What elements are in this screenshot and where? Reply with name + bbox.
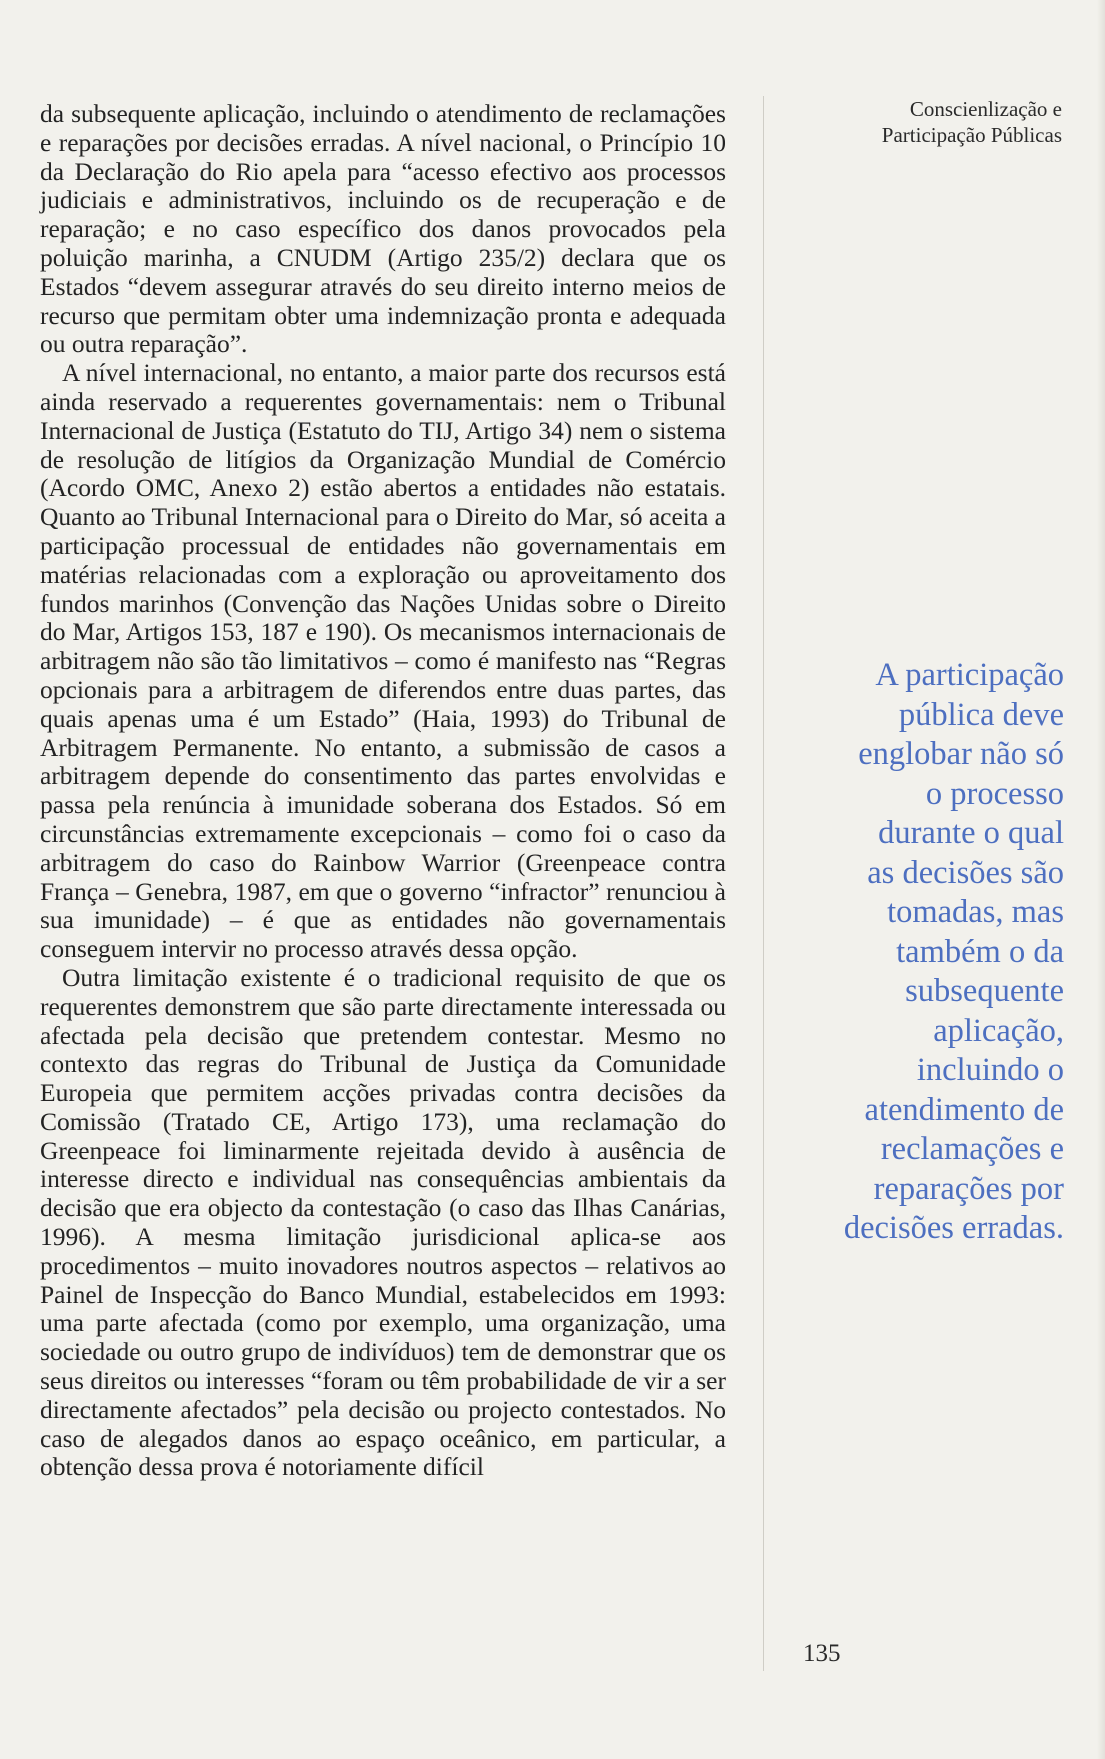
running-head bbox=[800, 96, 1062, 148]
column-divider bbox=[763, 96, 764, 1671]
pull-quote-line: decisões erradas. bbox=[843, 1210, 1064, 1246]
pull-quote-line: aplicação, bbox=[933, 1012, 1064, 1049]
pull-quote-line: reclamações e bbox=[880, 1131, 1064, 1167]
pull-quote-line: pública deve bbox=[898, 696, 1064, 733]
pull-quote bbox=[792, 656, 1064, 1249]
body-paragraph-2: A nível internacional, no entanto, a maior parte dos recursos está ainda reservado a requerentes governamentais: nem o Tribunal Internacional de Justiça (Estatuto do TIJ, Artigo 34) nem o sistema de resolução de litígios da Organização Mundial de Comércio (Acordo OMC, Anexo 2) estão abertos a entidades não estatais. Quanto ao Tribunal Internacional para o Direito do Mar, só aceita a participação processual de entidades não governamentais em matérias relacionadas com a exploração ou aproveitamento dos fundos marinhos (Convenção das Nações Unidas sobre o Direito do Mar, Artigos 153, 187 e 190). Os mecanismos internacionais de arbitragem não são tão limitativos – como é manifesto nas “Regras opcionais para a arbitragem de diferendos entre duas partes, das quais apenas uma é um Estado” (Haia, 1993) do Tribunal de Arbitragem Permanente. No entanto, a submissão de casos a arbitragem depende do consentimento das partes envolvidas e passa pela renúncia à imunidade soberana dos Estados. Só em circunstâncias extremamente excepcionais – como foi o caso da arbitragem do caso do Rainbow Warrior (Greenpeace contra França – Genebra, 1987, em que o governo “infractor” renunciou à sua imunidade) – é que as entidades não governamentais conseguem intervir no processo através dessa opção. bbox=[40, 358, 726, 964]
running-head-line-2: Participação Públicas bbox=[881, 123, 1062, 147]
body-paragraph-1: da subsequente aplicação, incluindo o atendimento de reclamações e reparações por decisões erradas. A nível nacional, o Princípio 10 da Declaração do Rio apela para “acesso efectivo aos processos judiciais e administrativos, incluindo os de recuperação e de reparação; e no caso específico dos danos provocados pela poluição marinha, a CNUDM (Artigo 235/2) declara que os Estados “devem assegurar através do seu direito interno meios de recurso que permitam obter uma indemnização pronta e adequada ou outra reparação”. bbox=[40, 99, 726, 359]
pull-quote-line: também o da bbox=[896, 933, 1064, 970]
pull-quote-line: reparações por bbox=[873, 1170, 1064, 1207]
pull-quote-line: englobar não só bbox=[858, 736, 1064, 772]
main-text-column bbox=[40, 100, 726, 1482]
pull-quote-line: subsequente bbox=[905, 973, 1064, 1009]
pull-quote-line: tomadas, mas bbox=[887, 894, 1064, 930]
pull-quote-line: as decisões são bbox=[867, 854, 1064, 891]
pull-quote-line: atendimento de bbox=[864, 1091, 1064, 1128]
running-head-line-1: Conscienlização e bbox=[909, 97, 1062, 121]
pull-quote-line: A participação bbox=[875, 657, 1064, 693]
pull-quote-line: durante o qual bbox=[878, 815, 1064, 851]
pull-quote-line: o processo bbox=[925, 775, 1064, 812]
page-number: 135 bbox=[803, 1640, 841, 1667]
body-paragraph-3: Outra limitação existente é o tradicional requisito de que os requerentes demonstrem que são parte directamente interessada ou afectada pela decisão que pretendem contestar. Mesmo no contexto das regras do Tribunal de Justiça da Comunidade Europeia que permitem acções privadas contra decisões da Comissão (Tratado CE, Artigo 173), uma reclamação do Greenpeace foi liminarmente rejeitada devido à ausência de interesse directo e individual nas consequências ambientais da decisão que era objecto da contestação (o caso das Ilhas Canárias, 1996). A mesma limitação jurisdicional aplica-se aos procedimentos – muito inovadores noutros aspectos – relativos ao Painel de Inspecção do Banco Mundial, estabelecidos em 1993: uma parte afectada (como por exemplo, uma organização, uma sociedade ou outro grupo de indivíduos) tem de demonstrar que os seus direitos ou interesses “foram ou têm probabilidade de vir a ser directamente afectados” pela decisão ou projecto contestados. No caso de alegados danos ao espaço oceânico, em particular, a obtenção dessa prova é notoriamente difícil bbox=[40, 962, 726, 1482]
page-edge-shadow bbox=[1097, 0, 1105, 1759]
pull-quote-line: incluindo o bbox=[916, 1052, 1064, 1088]
